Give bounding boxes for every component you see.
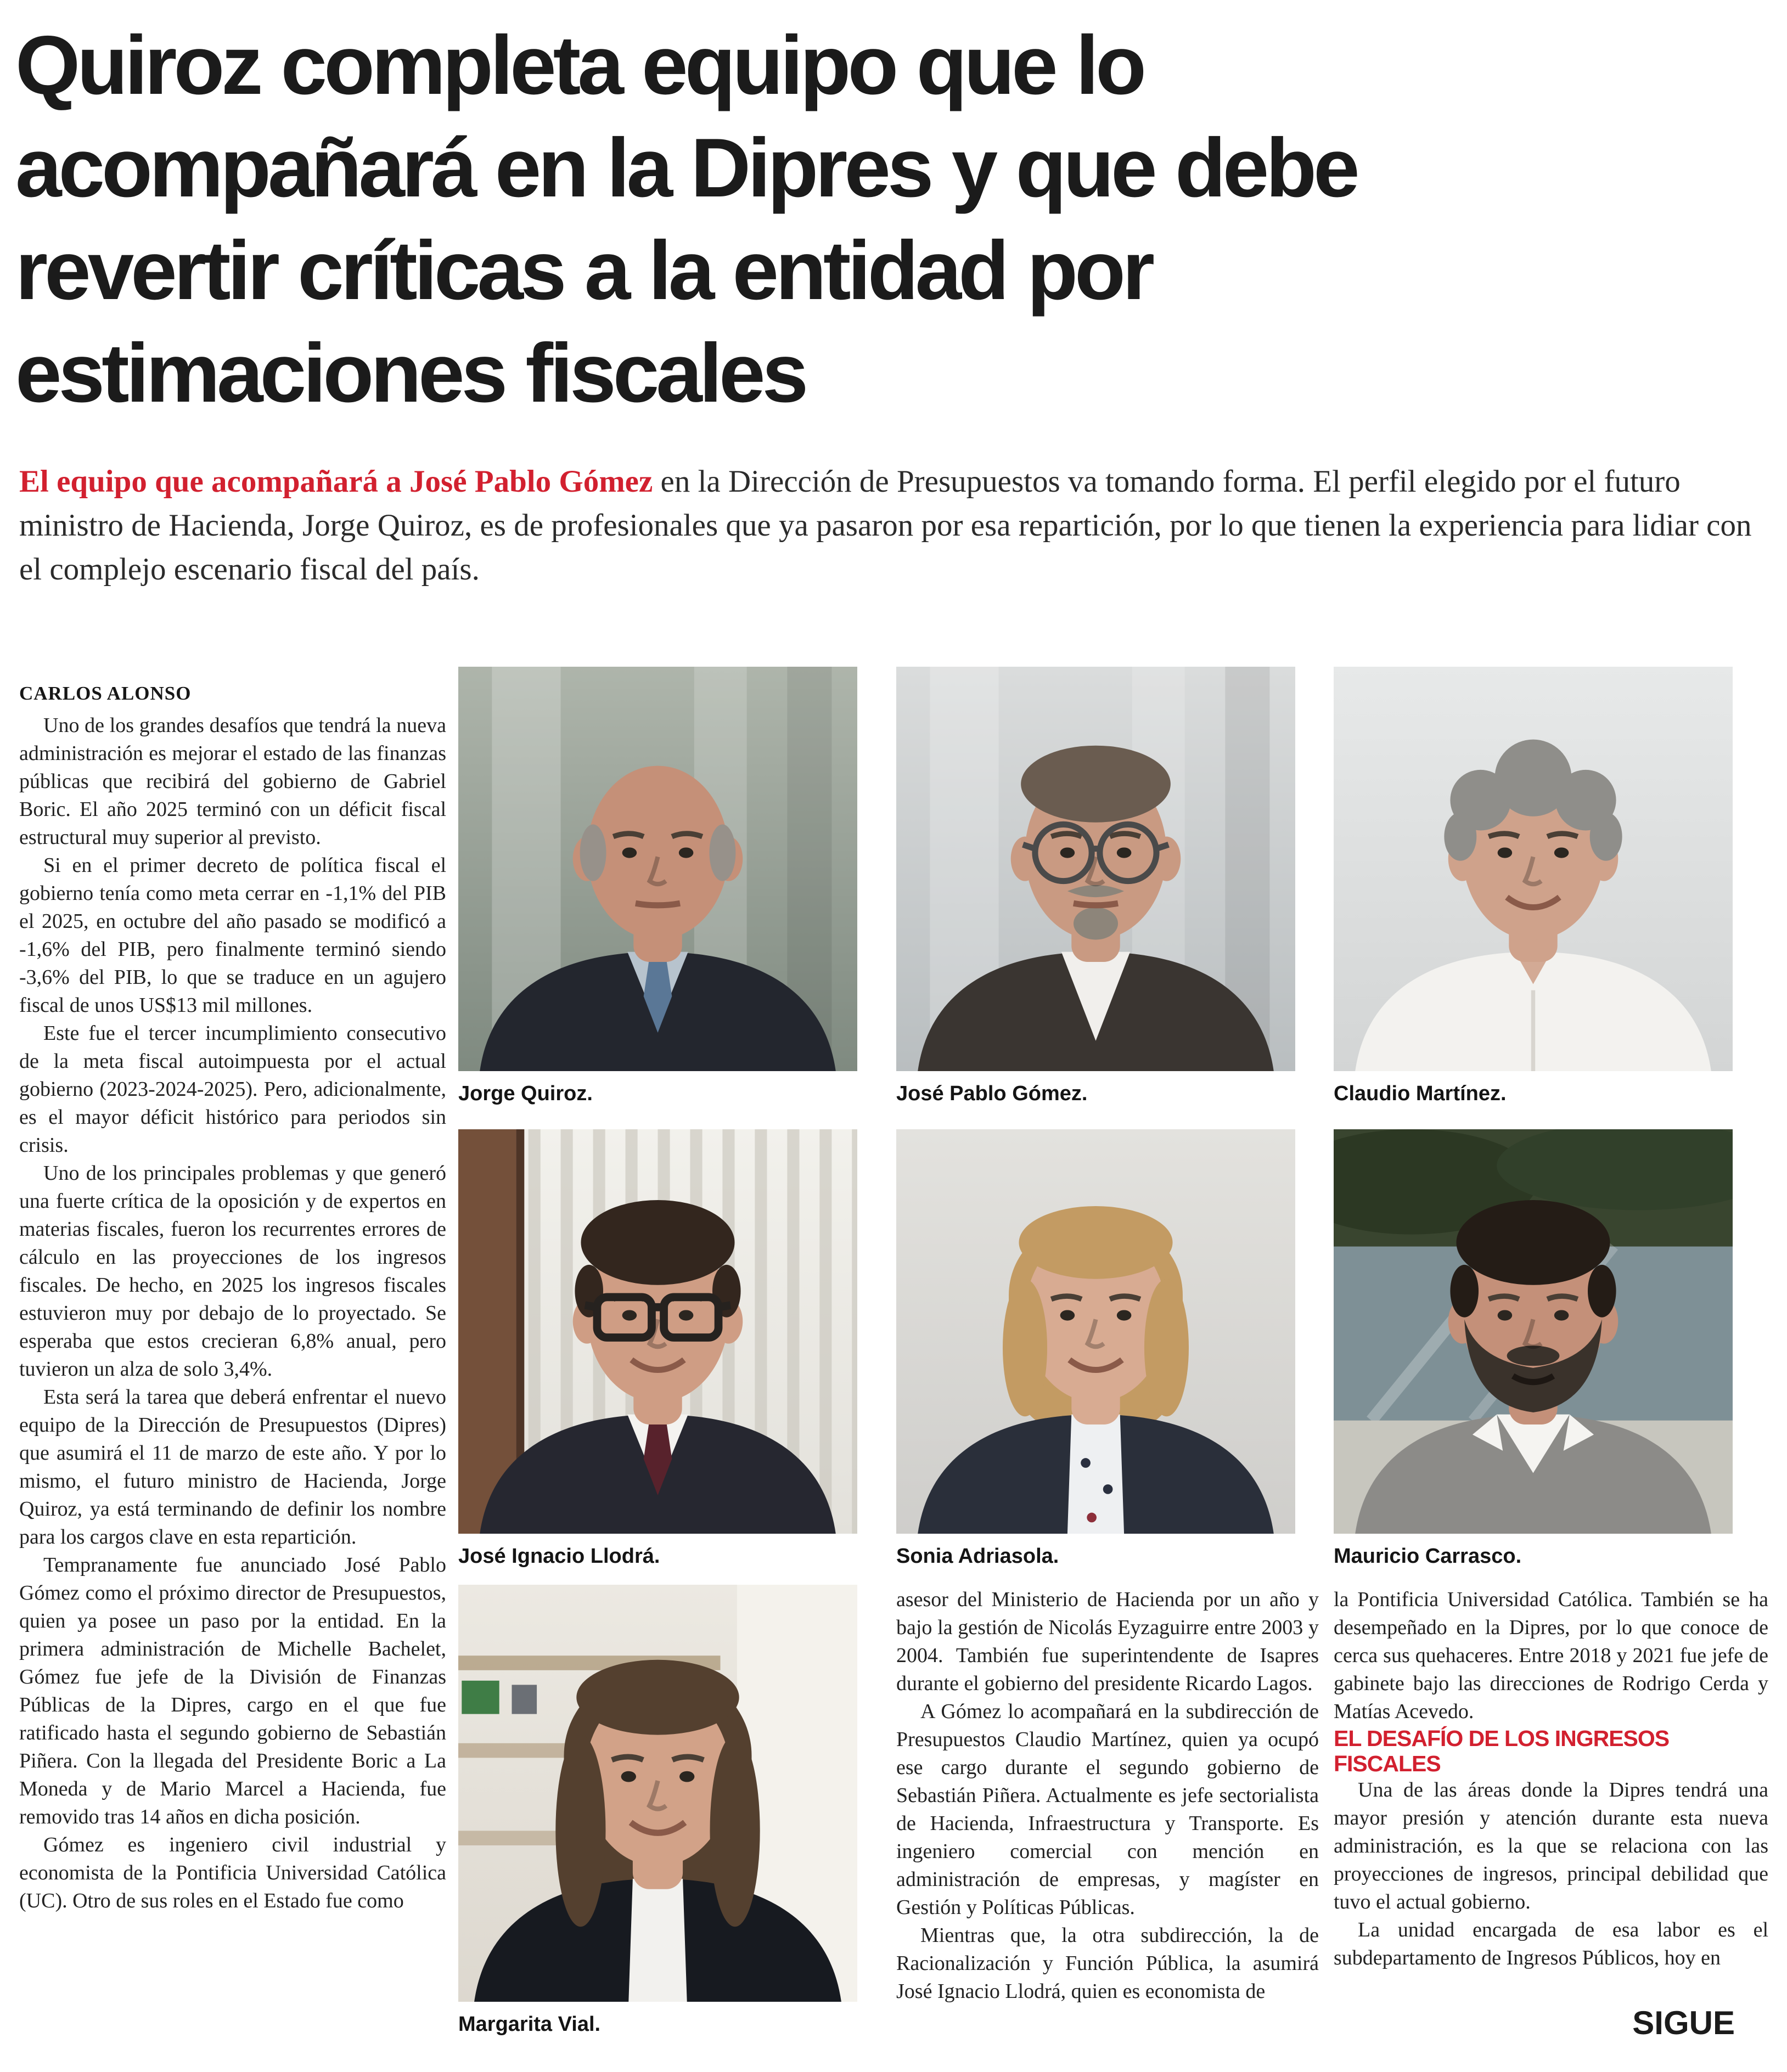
headline-line-4: estimaciones fiscales bbox=[15, 326, 806, 420]
paragraph: Gómez es ingeniero civil industrial y economista de la Pontificia Universidad Católica (UC). Otro de sus roles en el Estado fue como bbox=[19, 1833, 446, 1912]
photo-claudio-martinez bbox=[1334, 667, 1733, 1106]
lede-highlight: El equipo que acompañará a José Pablo Gómez bbox=[19, 464, 653, 499]
body-column-middle bbox=[896, 1586, 1319, 2069]
body-column-right bbox=[1334, 1586, 1768, 2069]
section-subhead: EL DESAFÍO DE LOS INGRESOS FISCALES bbox=[1334, 1726, 1670, 1776]
photo-caption: Mauricio Carrasco. bbox=[1334, 1545, 1522, 1568]
photo-mauricio-carrasco bbox=[1334, 1129, 1733, 1568]
paragraph: Tempranamente fue anunciado José Pablo Gómez como el próximo director de Presupuestos, quien ya posee un paso por la entidad. En la primera administración de Michelle Bachelet, Gómez fue jefe de la División de Finanzas Públicas de la Dipres, cargo en el que fue ratificado hasta el segundo gobierno de Sebastián Piñera. Con la llegada del Presidente Boric a La Moneda y de Mario Marcel a Hacienda, fue removido tras 14 años en dicha posición. bbox=[19, 1553, 446, 1828]
portrait-image bbox=[458, 667, 857, 1071]
photo-caption: Margarita Vial. bbox=[458, 2013, 601, 2036]
paragraph: Esta será la tarea que deberá enfrentar el nuevo equipo de la Dirección de Presupuestos (Dipres) que asumirá el 11 de marzo de este año. Y por lo mismo, el futuro ministro de Hacienda, Jorge Quiroz, ya está terminando de definir los nombre para los cargos clave en esta repartición. bbox=[19, 1386, 446, 1549]
article-lede bbox=[19, 460, 1773, 592]
paragraph: Mientras que, la otra subdirección, la de Racionalización y Función Pública, la asumirá José Ignacio Llodrá, quien es economista de bbox=[896, 1924, 1319, 2003]
photo-jose-ignacio-llodra bbox=[458, 1129, 857, 1568]
byline: CARLOS ALONSO bbox=[19, 683, 192, 704]
paragraph: La unidad encargada de esa labor es el subdepartamento de Ingresos Públicos, hoy en bbox=[1334, 1918, 1768, 1969]
paragraph: Uno de los principales problemas y que generó una fuerte crítica de la oposición y de expertos en materias fiscales, fueron los recurrentes errores de cálculo en las proyecciones de los ingresos fiscales. De hecho, en 2025 los ingresos fiscales estuvieron muy por debajo de lo proyectado. Se esperaba que estos crecieran 6,8% anual, pero tuvieron un alza de solo 3,4%. bbox=[19, 1162, 446, 1381]
photo-caption: Jorge Quiroz. bbox=[458, 1082, 593, 1105]
portrait-image bbox=[1334, 1129, 1733, 1534]
photo-caption: Sonia Adriasola. bbox=[896, 1545, 1059, 1568]
headline-line-1: Quiroz completa equipo que lo bbox=[15, 19, 1143, 112]
photo-caption: Claudio Martínez. bbox=[1334, 1082, 1507, 1105]
paragraph: la Pontificia Universidad Católica. También se ha desempeñado en la Dipres, por lo que conoce de cerca sus quehaceres. Entre 2018 y 2021 fue jefe de gabinete bajo las direcciones de Rodrigo Cerda y Matías Acevedo. bbox=[1334, 1588, 1768, 1723]
paragraph: A Gómez lo acompañará en la subdirección de Presupuestos Claudio Martínez, quien ya ocupó ese cargo durante el segundo gobierno de Sebastián Piñera. Actualmente es jefe sectorialista de Hacienda, Infraestructura y Transporte. Es ingeniero comercial con mención en administración de empresas, y magíster en Gestión y Políticas Públicas. bbox=[896, 1700, 1319, 1919]
headline-line-3: revertir críticas a la entidad por bbox=[15, 224, 1152, 317]
photo-sonia-adriasola bbox=[896, 1129, 1295, 1568]
photo-margarita-vial bbox=[458, 1585, 857, 2036]
paragraph: asesor del Ministerio de Hacienda por un año y bajo la gestión de Nicolás Eyzaguirre entre 2003 y 2004. También fue superintendente de Isapres durante el gobierno del presidente Ricardo Lagos. bbox=[896, 1588, 1319, 1695]
photo-jose-pablo-gomez bbox=[896, 667, 1295, 1106]
headline-line-2: acompañará en la Dipres y que debe bbox=[15, 121, 1357, 215]
portrait-image bbox=[896, 667, 1295, 1071]
portrait-image bbox=[458, 1129, 857, 1534]
body-column-left bbox=[19, 679, 446, 2070]
photo-jorge-quiroz bbox=[458, 667, 857, 1106]
portrait-image bbox=[458, 1585, 857, 2002]
article-headline bbox=[15, 14, 1777, 425]
continuation-label: SIGUE bbox=[1632, 2005, 1735, 2041]
photo-caption: José Pablo Gómez. bbox=[896, 1082, 1088, 1105]
paragraph: Si en el primer decreto de política fiscal el gobierno tenía como meta cerrar en -1,1% del PIB el 2025, en octubre del año pasado se modificó a -1,6% del PIB, pero finalmente terminó siendo -3,6% del PIB, lo que se traduce en un agujero fiscal de unos US$13 mil millones. bbox=[19, 854, 446, 1017]
paragraph: Una de las áreas donde la Dipres tendrá una mayor presión y atención durante esta nueva administración, es la que se relaciona con las proyecciones de ingresos, principal debilidad que tuvo el actual gobierno. bbox=[1334, 1778, 1768, 1913]
lede-text: en la Dirección de Presupuestos va tomando forma. El perfil elegido por el futuro ministro de Hacienda, Jorge Quiroz, es de profesionales que ya pasaron por esa repartición, por lo que tienen la experiencia para lidiar con el complejo escenario fiscal del país. bbox=[19, 464, 1752, 587]
portrait-image bbox=[896, 1129, 1295, 1534]
photo-caption: José Ignacio Llodrá. bbox=[458, 1545, 660, 1568]
paragraph: Este fue el tercer incumplimiento consecutivo de la meta fiscal autoimpuesta por el actual gobierno (2023-2024-2025). Pero, adicionalmente, es el mayor déficit histórico para periodos sin crisis. bbox=[19, 1022, 446, 1157]
paragraph: Uno de los grandes desafíos que tendrá la nueva administración es mejorar el estado de las finanzas públicas que recibirá del gobierno de Gabriel Boric. El año 2025 terminó con un déficit fiscal estructural muy superior al previsto. bbox=[19, 714, 446, 849]
portrait-image bbox=[1334, 667, 1733, 1071]
